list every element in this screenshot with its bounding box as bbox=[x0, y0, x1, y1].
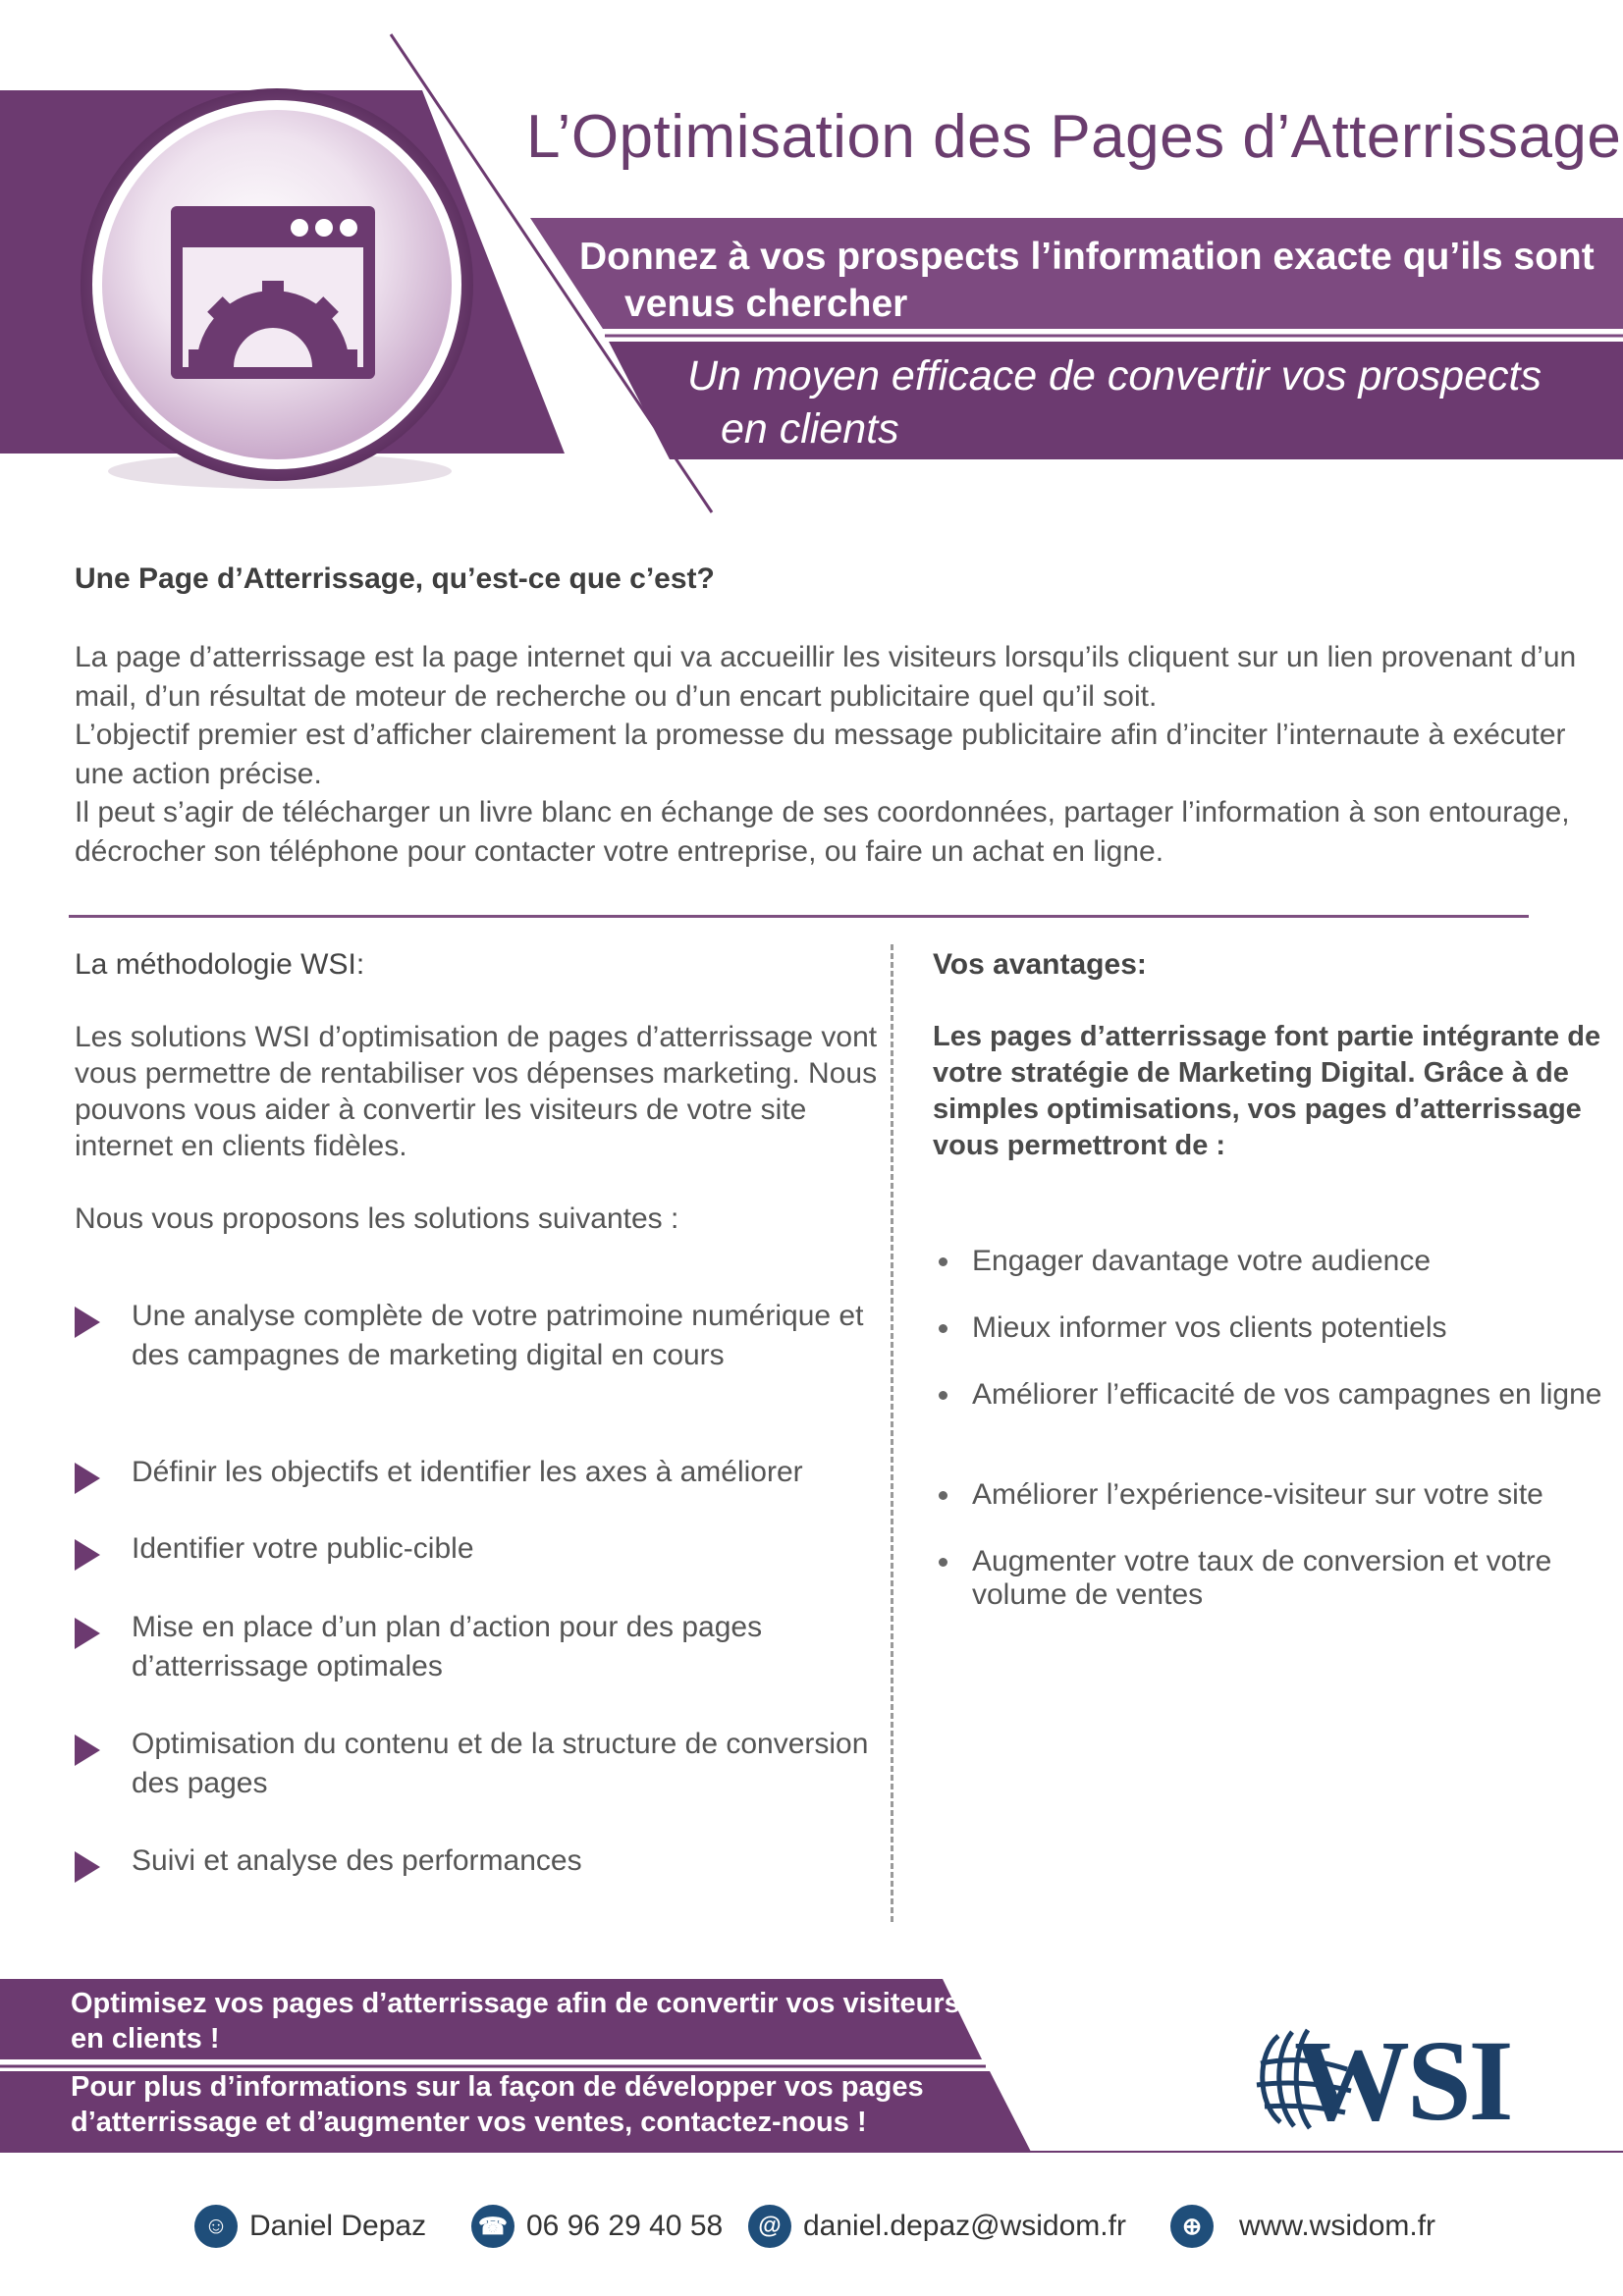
contact-name: ☺ Daniel Depaz bbox=[194, 2197, 426, 2256]
list-item: Identifier votre public-cible bbox=[75, 1529, 890, 1569]
solutions-intro: Nous vous proposons les solutions suivantes : bbox=[75, 1202, 679, 1235]
person-icon: ☺ bbox=[194, 2205, 238, 2248]
list-item: Mise en place d’un plan d’action pour des pages d’atterrissage optimales bbox=[75, 1608, 890, 1686]
list-item: Définir les objectifs et identifier les axes à améliorer bbox=[75, 1453, 890, 1492]
advantages-heading: Vos avantages: bbox=[933, 948, 1147, 981]
triangle-bullet-icon bbox=[75, 1539, 100, 1571]
list-item: Engager davantage votre audience bbox=[933, 1245, 1620, 1278]
subtitle bbox=[579, 234, 1610, 328]
column-divider bbox=[891, 944, 893, 1922]
contact-website[interactable]: ⊕ www.wsidom.fr bbox=[1170, 2197, 1435, 2256]
list-item: Mieux informer vos clients potentiels bbox=[933, 1311, 1620, 1345]
section-divider bbox=[69, 915, 1529, 918]
intro-paragraph: La page d’atterrissage est la page internet qui va accueillir les visiteurs lorsqu’ils cliquent sur un lien provenant d’un mail, d’un résultat de moteur de recherche ou d’un encart publicitaire quel qu’il soit. bbox=[75, 641, 1577, 713]
tagline bbox=[687, 349, 1571, 455]
tagline-line-1: Un moyen efficace de convertir vos prospects bbox=[687, 352, 1542, 400]
list-item: Améliorer l’expérience-visiteur sur votre site bbox=[933, 1478, 1620, 1512]
triangle-bullet-icon bbox=[75, 1618, 100, 1649]
intro-paragraph: Il peut s’agir de télécharger un livre blanc en échange de ses coordonnées, partager l’information à son entourage, décrocher son téléphone pour contacter votre entreprise, ou faire un achat en ligne. bbox=[75, 796, 1570, 868]
methodology-section bbox=[75, 948, 890, 1237]
globe-icon: ⊕ bbox=[1170, 2205, 1214, 2248]
bullet-dot-icon bbox=[939, 1491, 947, 1500]
methodology-text: Les solutions WSI d’optimisation de pages d’atterrissage vont vous permettre de rentabiliser vos dépenses marketing. Nous pouvons vous aider à convertir les visiteurs de votre site internet en clients fidèles. bbox=[75, 1021, 878, 1162]
triangle-bullet-icon bbox=[75, 1851, 100, 1883]
phone-icon: ☎ bbox=[471, 2205, 514, 2248]
bullet-dot-icon bbox=[939, 1257, 947, 1266]
intro-text bbox=[75, 638, 1577, 871]
list-item: Augmenter votre taux de conversion et votre volume de ventes bbox=[933, 1545, 1620, 1612]
bullet-dot-icon bbox=[939, 1324, 947, 1333]
list-item: Une analyse complète de votre patrimoine numérique et des campagnes de marketing digital en cours bbox=[75, 1297, 890, 1375]
methodology-heading: La méthodologie WSI: bbox=[75, 948, 365, 981]
at-icon: @ bbox=[748, 2205, 791, 2248]
tagline-line-2: en clients bbox=[721, 405, 899, 453]
intro-heading: Une Page d’Atterrissage, qu’est-ce que c’est? bbox=[75, 562, 715, 595]
subtitle-line-2: venus chercher bbox=[624, 283, 908, 325]
advantages-text: Les pages d’atterrissage font partie intégrante de votre stratégie de Marketing Digital. Grâce à de simples optimisations, vos pages d’atterrissage vous permettront de : bbox=[933, 1021, 1601, 1161]
contact-phone[interactable]: ☎ 06 96 29 40 58 bbox=[471, 2197, 723, 2256]
advantages-section bbox=[933, 948, 1620, 1164]
page-title: L’Optimisation des Pages d’Atterrissage bbox=[526, 103, 1622, 171]
landing-page-gear-icon bbox=[167, 202, 379, 383]
wsi-logo: WSI bbox=[1294, 2016, 1511, 2145]
cta-line-2: Pour plus d’informations sur la façon de développer vos pages d’atterrissage et d’augmenter vos ventes, contactez-nous ! bbox=[71, 2071, 924, 2138]
list-item: Améliorer l’efficacité de vos campagnes en ligne bbox=[933, 1378, 1620, 1412]
list-item: Optimisation du contenu et de la structure de conversion des pages bbox=[75, 1725, 890, 1803]
triangle-bullet-icon bbox=[75, 1307, 100, 1338]
list-item: Suivi et analyse des performances bbox=[75, 1842, 890, 1881]
triangle-bullet-icon bbox=[75, 1735, 100, 1766]
intro-paragraph: L’objectif premier est d’afficher clairement la promesse du message publicitaire afin d’inciter l’internaute à exécuter une action précise. bbox=[75, 719, 1566, 790]
contact-email[interactable]: @ daniel.depaz@wsidom.fr bbox=[748, 2197, 1126, 2256]
cta-line-1: Optimisez vos pages d’atterrissage afin de convertir vos visiteurs en clients ! bbox=[71, 1988, 960, 2055]
triangle-bullet-icon bbox=[75, 1463, 100, 1494]
bullet-dot-icon bbox=[939, 1391, 947, 1400]
bullet-dot-icon bbox=[939, 1558, 947, 1567]
subtitle-line-1: Donnez à vos prospects l’information exacte qu’ils sont bbox=[579, 236, 1595, 278]
